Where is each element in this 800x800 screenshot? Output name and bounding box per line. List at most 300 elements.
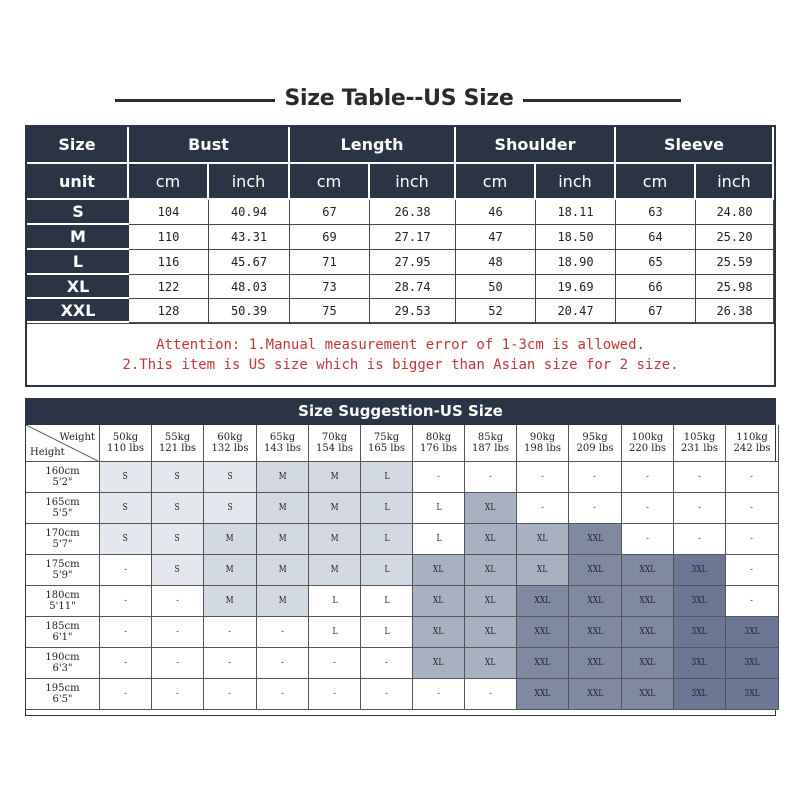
height-ft: 5'9" — [52, 570, 73, 581]
suggested-size: M — [278, 595, 287, 606]
height-header — [26, 586, 100, 617]
weight-kg: 60kg — [217, 432, 243, 443]
suggested-size: - — [750, 471, 754, 482]
suggestion-cell — [152, 617, 204, 648]
table-cell: 45.67 — [209, 250, 290, 275]
height-ft: 6'5" — [52, 694, 73, 705]
suggested-size: L — [435, 502, 442, 513]
suggested-size: L — [435, 533, 442, 544]
weight-kg: 65kg — [269, 432, 296, 443]
suggested-size: - — [124, 626, 127, 637]
suggestion-cell — [204, 493, 257, 524]
suggested-size: - — [541, 502, 544, 513]
table-cell: 48 — [456, 250, 536, 275]
suggested-size: - — [176, 657, 179, 668]
table-cell: 65 — [616, 250, 696, 275]
suggestion-cell — [465, 648, 517, 679]
size-label: M — [27, 225, 129, 250]
suggested-size: L — [383, 564, 390, 575]
height-header — [26, 555, 100, 586]
suggested-size: - — [750, 533, 754, 544]
suggestion-cell — [622, 648, 674, 679]
suggested-size: XL — [433, 657, 444, 668]
suggested-size: S — [227, 502, 233, 513]
suggestion-cell — [413, 493, 465, 524]
table-cell: 75 — [290, 299, 370, 323]
header-measure: Bust — [129, 127, 290, 164]
weight-kg: 50kg — [112, 432, 139, 443]
weight-header — [413, 425, 465, 462]
suggestion-cell — [674, 679, 726, 710]
suggestion-cell — [517, 555, 569, 586]
suggested-size: - — [646, 502, 649, 513]
suggestion-cell — [726, 648, 779, 679]
table-cell: 20.47 — [536, 299, 616, 323]
weight-label: Weight — [59, 432, 95, 443]
suggestion-cell — [204, 555, 257, 586]
weight-lbs: 231 lbs — [681, 443, 718, 454]
suggestion-cell — [152, 462, 204, 493]
suggested-size: S — [174, 471, 181, 482]
table-cell: 48.03 — [209, 275, 290, 299]
header-unit-cell: cm — [616, 164, 696, 200]
height-header — [26, 524, 100, 555]
suggested-size: M — [226, 533, 234, 544]
header-unit: unit — [27, 164, 129, 200]
suggested-size: 3XL — [691, 626, 708, 637]
table-cell: 19.69 — [536, 275, 616, 299]
weight-lbs: 165 lbs — [368, 443, 405, 454]
table-cell: 18.90 — [536, 250, 616, 275]
attention-line-1: Attention: 1.Manual measurement error of 1-3cm is allowed. — [156, 337, 645, 353]
table-cell: 25.59 — [696, 250, 774, 275]
weight-header — [622, 425, 674, 462]
suggested-size: XXL — [587, 564, 603, 575]
suggested-size: XXL — [587, 595, 603, 606]
height-label: Height — [30, 447, 65, 458]
height-header — [26, 493, 100, 524]
table-cell: 104 — [129, 200, 209, 225]
suggested-size: L — [383, 533, 390, 544]
suggestion-cell — [622, 617, 674, 648]
weight-header — [465, 425, 517, 462]
suggestion-cell — [569, 555, 622, 586]
suggestion-cell — [726, 617, 779, 648]
suggestion-cell — [413, 617, 465, 648]
table-cell: 29.53 — [370, 299, 456, 323]
suggested-size: 3XL — [744, 626, 760, 637]
suggestion-cell — [204, 648, 257, 679]
header-unit-cell: inch — [370, 164, 456, 200]
suggested-size: - — [176, 595, 179, 606]
table-cell: 110 — [129, 225, 209, 250]
height-cm: 175cm — [45, 559, 80, 570]
suggested-size: 3XL — [691, 595, 708, 606]
height-ft: 6'1" — [52, 632, 73, 643]
header-unit-cell: inch — [536, 164, 616, 200]
size-label: XL — [27, 275, 129, 299]
suggestion-cell — [569, 493, 622, 524]
suggested-size: XXL — [639, 688, 656, 699]
suggestion-cell — [726, 679, 779, 710]
suggestion-cell — [413, 648, 465, 679]
size-label: L — [27, 250, 129, 275]
suggestion-cell — [152, 586, 204, 617]
suggestion-cell — [204, 524, 257, 555]
height-cm: 185cm — [45, 621, 80, 632]
suggested-size: XL — [537, 564, 548, 575]
suggested-size: - — [281, 626, 284, 637]
height-cm: 160cm — [45, 466, 80, 477]
suggestion-cell — [100, 462, 152, 493]
table-cell: 28.74 — [370, 275, 456, 299]
suggestion-cell — [413, 462, 465, 493]
suggested-size: XL — [485, 595, 496, 606]
table-cell: 116 — [129, 250, 209, 275]
suggested-size: XXL — [587, 688, 603, 699]
suggestion-cell — [569, 462, 622, 493]
suggestion-cell — [361, 648, 413, 679]
weight-kg: 85kg — [477, 432, 504, 443]
header-unit-cell: inch — [696, 164, 774, 200]
suggested-size: - — [228, 626, 232, 637]
suggestion-cell — [674, 493, 726, 524]
suggested-size: - — [646, 471, 649, 482]
size-table — [25, 125, 776, 387]
table-cell: 27.17 — [370, 225, 456, 250]
suggested-size: XL — [485, 533, 496, 544]
suggested-size: S — [174, 533, 181, 544]
weight-header — [517, 425, 569, 462]
suggested-size: M — [278, 564, 287, 575]
suggestion-cell — [622, 679, 674, 710]
table-cell: 18.11 — [536, 200, 616, 225]
weight-header — [257, 425, 309, 462]
suggested-size: XXL — [534, 657, 551, 668]
suggestion-cell — [100, 617, 152, 648]
suggested-size: S — [227, 471, 233, 482]
table-cell: 64 — [616, 225, 696, 250]
suggested-size: S — [174, 564, 181, 575]
table-cell: 67 — [616, 299, 696, 323]
table-cell: 18.50 — [536, 225, 616, 250]
suggested-size: 3XL — [691, 657, 708, 668]
suggestion-cell — [465, 524, 517, 555]
suggestion-cell — [517, 462, 569, 493]
height-header — [26, 462, 100, 493]
suggestion-cell — [465, 617, 517, 648]
suggested-size: M — [278, 533, 287, 544]
suggestion-cell — [517, 648, 569, 679]
suggestion-cell — [257, 555, 309, 586]
suggested-size: S — [122, 502, 129, 513]
suggested-size: M — [330, 471, 339, 482]
suggested-size: XXL — [534, 688, 551, 699]
suggestion-cell — [726, 493, 779, 524]
suggestion-cell — [413, 524, 465, 555]
weight-kg: 80kg — [425, 432, 452, 443]
table-cell: 52 — [456, 299, 536, 323]
suggested-size: XL — [485, 502, 496, 513]
suggestion-cell — [517, 617, 569, 648]
suggested-size: L — [331, 595, 338, 606]
table-cell: 71 — [290, 250, 370, 275]
weight-lbs: 143 lbs — [264, 443, 301, 454]
suggested-size: 3XL — [744, 688, 760, 699]
suggestion-cell — [517, 493, 569, 524]
table-cell: 43.31 — [209, 225, 290, 250]
weight-lbs: 132 lbs — [211, 443, 249, 454]
suggestion-cell — [361, 493, 413, 524]
suggestion-cell — [465, 493, 517, 524]
suggested-size: - — [281, 688, 284, 699]
suggestion-cell — [674, 524, 726, 555]
height-cm: 165cm — [45, 497, 80, 508]
suggestion-cell — [257, 586, 309, 617]
height-header — [26, 617, 100, 648]
table-cell: 27.95 — [370, 250, 456, 275]
suggested-size: XXL — [534, 626, 551, 637]
weight-kg: 110kg — [736, 432, 768, 443]
suggested-size: 3XL — [744, 657, 760, 668]
suggestion-cell — [622, 524, 674, 555]
table-cell: 122 — [129, 275, 209, 299]
suggestion-cell — [361, 524, 413, 555]
suggestion-cell — [361, 586, 413, 617]
suggested-size: - — [646, 533, 649, 544]
weight-kg: 90kg — [529, 432, 556, 443]
suggested-size: XXL — [587, 533, 603, 544]
table-cell: 66 — [616, 275, 696, 299]
suggested-size: - — [124, 688, 127, 699]
suggestion-cell — [204, 679, 257, 710]
suggested-size: - — [176, 688, 179, 699]
suggested-size: XL — [537, 533, 548, 544]
suggestion-cell — [257, 617, 309, 648]
table-cell: 47 — [456, 225, 536, 250]
suggestion-cell — [517, 586, 569, 617]
suggestion-cell — [569, 524, 622, 555]
suggestion-cell — [465, 462, 517, 493]
suggested-size: XL — [433, 595, 444, 606]
suggested-size: S — [122, 471, 129, 482]
suggestion-cell — [465, 586, 517, 617]
suggestion-cell — [674, 617, 726, 648]
header-unit-cell: inch — [209, 164, 290, 200]
title-rule-left — [115, 99, 275, 102]
suggestion-cell — [309, 586, 361, 617]
suggestion-cell — [674, 462, 726, 493]
suggested-size: L — [383, 471, 390, 482]
suggested-size: - — [489, 471, 492, 482]
table-cell: 46 — [456, 200, 536, 225]
suggestion-cell — [204, 462, 257, 493]
table-cell: 50 — [456, 275, 536, 299]
suggestion-cell — [361, 679, 413, 710]
height-header — [26, 679, 100, 710]
suggested-size: S — [122, 533, 129, 544]
suggestion-cell — [674, 555, 726, 586]
suggestion-cell — [622, 493, 674, 524]
suggested-size: M — [278, 471, 287, 482]
suggestion-cell — [726, 462, 779, 493]
weight-lbs: 110 lbs — [107, 443, 144, 454]
suggested-size: M — [278, 502, 287, 513]
weight-kg: 70kg — [321, 432, 348, 443]
height-ft: 5'11" — [49, 601, 76, 612]
suggested-size: - — [437, 688, 440, 699]
suggested-size: M — [226, 595, 234, 606]
suggestion-cell — [465, 679, 517, 710]
suggested-size: - — [281, 657, 284, 668]
height-cm: 195cm — [45, 683, 80, 694]
suggestion-cell — [569, 586, 622, 617]
size-suggestion-table — [25, 424, 776, 716]
table-corner — [26, 425, 100, 462]
suggested-size: XL — [433, 564, 444, 575]
weight-lbs: 198 lbs — [524, 443, 561, 454]
table-cell: 63 — [616, 200, 696, 225]
suggestion-cell — [569, 617, 622, 648]
weight-lbs: 220 lbs — [629, 443, 666, 454]
suggested-size: XL — [433, 626, 444, 637]
table-cell: 69 — [290, 225, 370, 250]
suggested-size: S — [174, 502, 181, 513]
table-cell: 128 — [129, 299, 209, 323]
suggestion-cell — [674, 586, 726, 617]
title-rule-right — [523, 99, 681, 102]
header-size: Size — [27, 127, 129, 164]
suggested-size: L — [331, 626, 338, 637]
suggested-size: XXL — [587, 657, 603, 668]
suggested-size: - — [750, 595, 754, 606]
suggested-size: - — [489, 688, 492, 699]
suggestion-cell — [361, 462, 413, 493]
suggestion-cell — [517, 679, 569, 710]
suggested-size: - — [437, 471, 440, 482]
suggested-size: - — [124, 564, 127, 575]
suggestion-cell — [152, 555, 204, 586]
suggested-size: - — [228, 657, 232, 668]
suggestion-cell — [100, 648, 152, 679]
suggestion-cell — [517, 524, 569, 555]
weight-header — [726, 425, 779, 462]
suggestion-cell — [152, 524, 204, 555]
weight-lbs: 242 lbs — [733, 443, 771, 454]
header-measure: Shoulder — [456, 127, 616, 164]
weight-lbs: 176 lbs — [420, 443, 457, 454]
suggested-size: XXL — [587, 626, 603, 637]
header-unit-cell: cm — [129, 164, 209, 200]
weight-header — [674, 425, 726, 462]
weight-lbs: 209 lbs — [576, 443, 614, 454]
suggestion-cell — [309, 555, 361, 586]
suggestion-cell — [674, 648, 726, 679]
height-ft: 6'3" — [52, 663, 73, 674]
size-label: XXL — [27, 299, 129, 323]
weight-header — [361, 425, 413, 462]
suggested-size: XXL — [534, 595, 551, 606]
suggestion-cell — [152, 679, 204, 710]
suggestion-cell — [622, 555, 674, 586]
height-cm: 170cm — [45, 528, 80, 539]
suggested-size: XL — [485, 657, 496, 668]
suggestion-cell — [257, 648, 309, 679]
table-cell: 25.98 — [696, 275, 774, 299]
weight-kg: 75kg — [373, 432, 400, 443]
weight-lbs: 121 lbs — [159, 443, 196, 454]
table-cell: 73 — [290, 275, 370, 299]
suggested-size: - — [750, 564, 754, 575]
weight-kg: 100kg — [631, 432, 664, 443]
suggested-size: - — [124, 657, 127, 668]
suggestion-cell — [309, 679, 361, 710]
suggestion-cell — [100, 679, 152, 710]
suggested-size: - — [385, 657, 388, 668]
weight-kg: 95kg — [582, 432, 608, 443]
header-unit-cell: cm — [456, 164, 536, 200]
weight-header — [152, 425, 204, 462]
suggestion-cell — [726, 555, 779, 586]
table-cell: 40.94 — [209, 200, 290, 225]
header-measure: Sleeve — [616, 127, 774, 164]
height-ft: 5'5" — [52, 508, 73, 519]
suggested-size: - — [333, 688, 336, 699]
suggestion-cell — [100, 524, 152, 555]
header-unit-cell: cm — [290, 164, 370, 200]
attention-line-2: 2.This item is US size which is bigger than Asian size for 2 size. — [122, 357, 679, 373]
suggestion-cell — [413, 555, 465, 586]
suggested-size: M — [330, 502, 339, 513]
suggestion-cell — [100, 493, 152, 524]
attention-note — [27, 323, 774, 386]
suggestion-cell — [569, 679, 622, 710]
suggested-size: XXL — [639, 626, 656, 637]
size-label: S — [27, 200, 129, 225]
suggestion-cell — [361, 617, 413, 648]
weight-header — [100, 425, 152, 462]
suggested-size: M — [330, 533, 339, 544]
suggestion-cell — [309, 648, 361, 679]
suggestion-cell — [413, 586, 465, 617]
suggested-size: 3XL — [691, 688, 708, 699]
header-measure: Length — [290, 127, 456, 164]
table-cell: 50.39 — [209, 299, 290, 323]
suggestion-title: Size Suggestion-US Size — [25, 398, 776, 424]
suggested-size: - — [698, 502, 701, 513]
suggested-size: M — [330, 564, 339, 575]
suggested-size: 3XL — [691, 564, 708, 575]
suggested-size: - — [698, 471, 701, 482]
weight-lbs: 154 lbs — [316, 443, 353, 454]
table-cell: 26.38 — [696, 299, 774, 323]
suggestion-cell — [465, 555, 517, 586]
suggestion-cell — [622, 586, 674, 617]
suggested-size: - — [176, 626, 179, 637]
suggested-size: M — [226, 564, 234, 575]
suggested-size: XXL — [639, 595, 656, 606]
suggestion-cell — [257, 679, 309, 710]
suggested-size: XXL — [639, 657, 656, 668]
suggested-size: XXL — [639, 564, 656, 575]
weight-kg: 105kg — [683, 432, 716, 443]
suggestion-cell — [309, 524, 361, 555]
suggested-size: L — [383, 595, 390, 606]
suggestion-cell — [257, 493, 309, 524]
suggested-size: - — [698, 533, 701, 544]
suggested-size: - — [750, 502, 754, 513]
weight-lbs: 187 lbs — [472, 443, 509, 454]
